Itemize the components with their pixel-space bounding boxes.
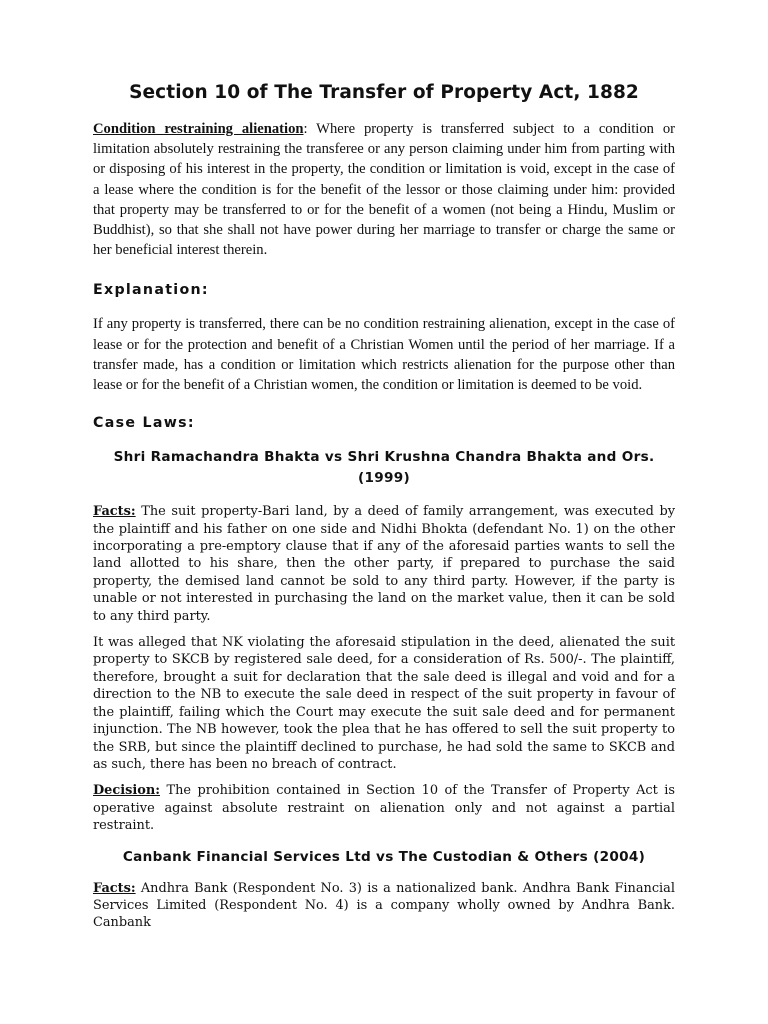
explanation-paragraph: If any property is transferred, there can be no condition restraining alienation, except in the case of lease or for the protection and benefit of a Christian Women until the period of her marriage. If a transfer made, has a condition or limitation which restricts alienation for the purpose other than lease or for the benefit of a Christian women, the condition or limitation is deemed to be void.	[93, 316, 675, 394]
case1-paragraph2: It was alleged that NK violating the aforesaid stipulation in the deed, alienated the suit property to SKCB by registered sale deed, for a consideration of Rs. 500/-. The plaintiff, therefore, brought a suit for declaration that the sale deed is illegal and void and for a direction to the NB to execute the sale deed in respect of the suit property in favour of the plaintiff, failing which the Court may execute the suit sale deed and for permanent injunction. The NB however, took the plea that he has offered to sell the suit property to the SRB, but since the plaintiff declined to purchase, he had sold the same to SKCB and as such, there has been no breach of contract.	[93, 635, 675, 772]
case1-decision-label: Decision:	[93, 783, 161, 799]
case1-facts-label: Facts:	[93, 504, 136, 520]
case2-facts-paragraph	[93, 880, 675, 932]
case1-facts-paragraph	[93, 503, 675, 625]
case-laws-heading: Case Laws:	[93, 415, 195, 432]
case1-decision-paragraph	[93, 782, 675, 834]
page-title: Section 10 of The Transfer of Property Act, 1882	[129, 82, 639, 103]
case1-decision-text: The prohibition contained in Section 10 of the Transfer of Property Act is operative against absolute restraint on alienation only and not against a partial restraint.	[93, 783, 675, 834]
case2-facts-label: Facts:	[93, 880, 136, 896]
case2-facts-text: Andhra Bank (Respondent No. 3) is a nationalized bank. Andhra Bank Financial Services Limited (Respondent No. 4) is a company wholly owned by Andhra Bank. Canbank	[93, 880, 675, 931]
document-page	[93, 82, 675, 932]
case2-title: Canbank Financial Services Ltd vs The Custodian & Others (2004)	[122, 848, 646, 865]
intro-label: Condition restraining alienation	[93, 121, 304, 137]
explanation-heading: Explanation:	[93, 282, 209, 299]
intro-paragraph	[93, 119, 675, 260]
intro-text: : Where property is transferred subject to a condition or limitation absolutely restraining the transferee or any person claiming under him from parting with or disposing of his interest in the property, the condition or limitation is void, except in the case of a lease where the condition is for the benefit of the lessor or those claiming under him: provided that property may be transferred to or for the benefit of a women (not being a Hindu, Muslim or Buddhist), so that she shall not have power during her marriage to transfer or charge the same or her beneficial interest therein.	[93, 121, 675, 259]
case1-facts-text: The suit property-Bari land, by a deed of family arrangement, was executed by the plaintiff and his father on one side and Nidhi Bhokta (defendant No. 1) on the other incorporating a pre-emptory clause that if any of the aforesaid parties wants to sell the land allotted to his share, then the other party, if prepared to purchase the said property, the demised land cannot be sold to any third party. However, if the party is unable or not interested in purchasing the land on the market value, then it can be sold to any third party.	[93, 504, 675, 624]
case1-title: Shri Ramachandra Bhakta vs Shri Krushna Chandra Bhakta and Ors. (1999)	[113, 449, 655, 487]
